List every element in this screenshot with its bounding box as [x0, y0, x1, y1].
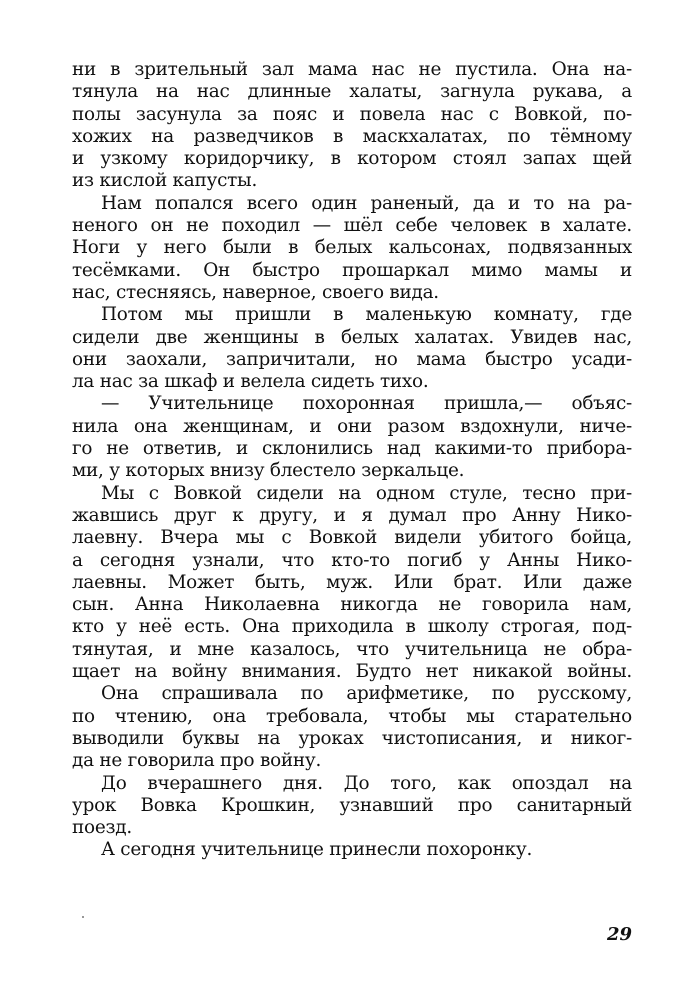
scan-speck [82, 916, 84, 918]
page-body-text [72, 59, 632, 862]
text-line: хожих на разведчиков в маскхалатах, по тёмному [72, 125, 632, 147]
text-line: нас, стесняясь, наверное, своего вида. [72, 281, 439, 303]
text-line: — Учительнице похоронная пришла,— объяс- [101, 393, 632, 415]
text-line: Мы с Вовкой сидели на одном стуле, тесно при- [101, 482, 632, 504]
text-line: Нам попался всего один раненый, да и то на ра- [101, 192, 632, 214]
text-line: тесёмками. Он быстро прошаркал мимо мамы и [72, 259, 632, 281]
text-line: щает на войну внимания. Будто нет никакой войны. [72, 661, 632, 683]
text-line: жавшись друг к другу, и я думал про Анну Нико- [72, 504, 632, 526]
text-line: Ноги у него были в белых кальсонах, подвязанных [72, 237, 632, 259]
text-line: да не говорила про войну. [72, 750, 322, 772]
text-line: тянула на нас длинные халаты, загнула рукава, а [72, 81, 632, 103]
text-line: А сегодня учительнице принесли похоронку. [101, 839, 533, 861]
text-line: го не ответив, и склонились над какими-то прибора- [72, 438, 632, 460]
text-line: по чтению, она требовала, чтобы мы старательно [72, 705, 632, 727]
text-line: лаевну. Вчера мы с Вовкой видели убитого бойца, [72, 527, 632, 549]
text-line: ми, у которых внизу блестело зеркальце. [72, 460, 465, 482]
text-line: Она спрашивала по арифметике, по русскому, [101, 683, 632, 705]
text-line: сын. Анна Николаевна никогда не говорила нам, [72, 594, 632, 616]
text-line: тянутая, и мне казалось, что учительница не обра- [72, 638, 632, 660]
text-line: До вчерашнего дня. До того, как опоздал на [101, 772, 632, 794]
text-line: лаевны. Может быть, муж. Или брат. Или даже [72, 571, 632, 593]
text-line: они заохали, запричитали, но мама быстро усади- [72, 348, 632, 370]
text-line: а сегодня узнали, что кто-то погиб у Анны Нико- [72, 549, 632, 571]
text-line: из кислой капусты. [72, 170, 258, 192]
text-line: ни в зрительный зал мама нас не пустила. Она на- [72, 59, 632, 80]
text-line: и узкому коридорчику, в котором стоял запах щей [72, 148, 632, 170]
paragraph [72, 393, 632, 482]
text-line: сидели две женщины в белых халатах. Увидев нас, [72, 326, 632, 348]
text-line: неного он не походил — шёл себе человек в халате. [72, 215, 632, 237]
paragraph [72, 773, 632, 840]
text-line: кто у неё есть. Она приходила в школу строгая, под- [72, 616, 632, 638]
paragraph [72, 483, 632, 684]
text-line: полы засунула за пояс и повела нас с Вовкой, по- [72, 103, 632, 125]
text-line: Потом мы пришли в маленькую комнату, где [101, 304, 632, 326]
text-line: нила она женщинам, и они разом вздохнули, ниче- [72, 415, 632, 437]
paragraph [72, 839, 632, 861]
text-line: ла нас за шкаф и велела сидеть тихо. [72, 371, 429, 393]
paragraph [72, 304, 632, 393]
paragraph [72, 193, 632, 304]
paragraph [72, 683, 632, 772]
paragraph [72, 59, 632, 193]
text-line: урок Вовка Крошкин, узнавший про санитарный [72, 794, 632, 816]
text-line: выводили буквы на уроках чистописания, и никог- [72, 727, 632, 749]
page-number: 29 [606, 924, 632, 945]
text-line: поезд. [72, 817, 132, 839]
